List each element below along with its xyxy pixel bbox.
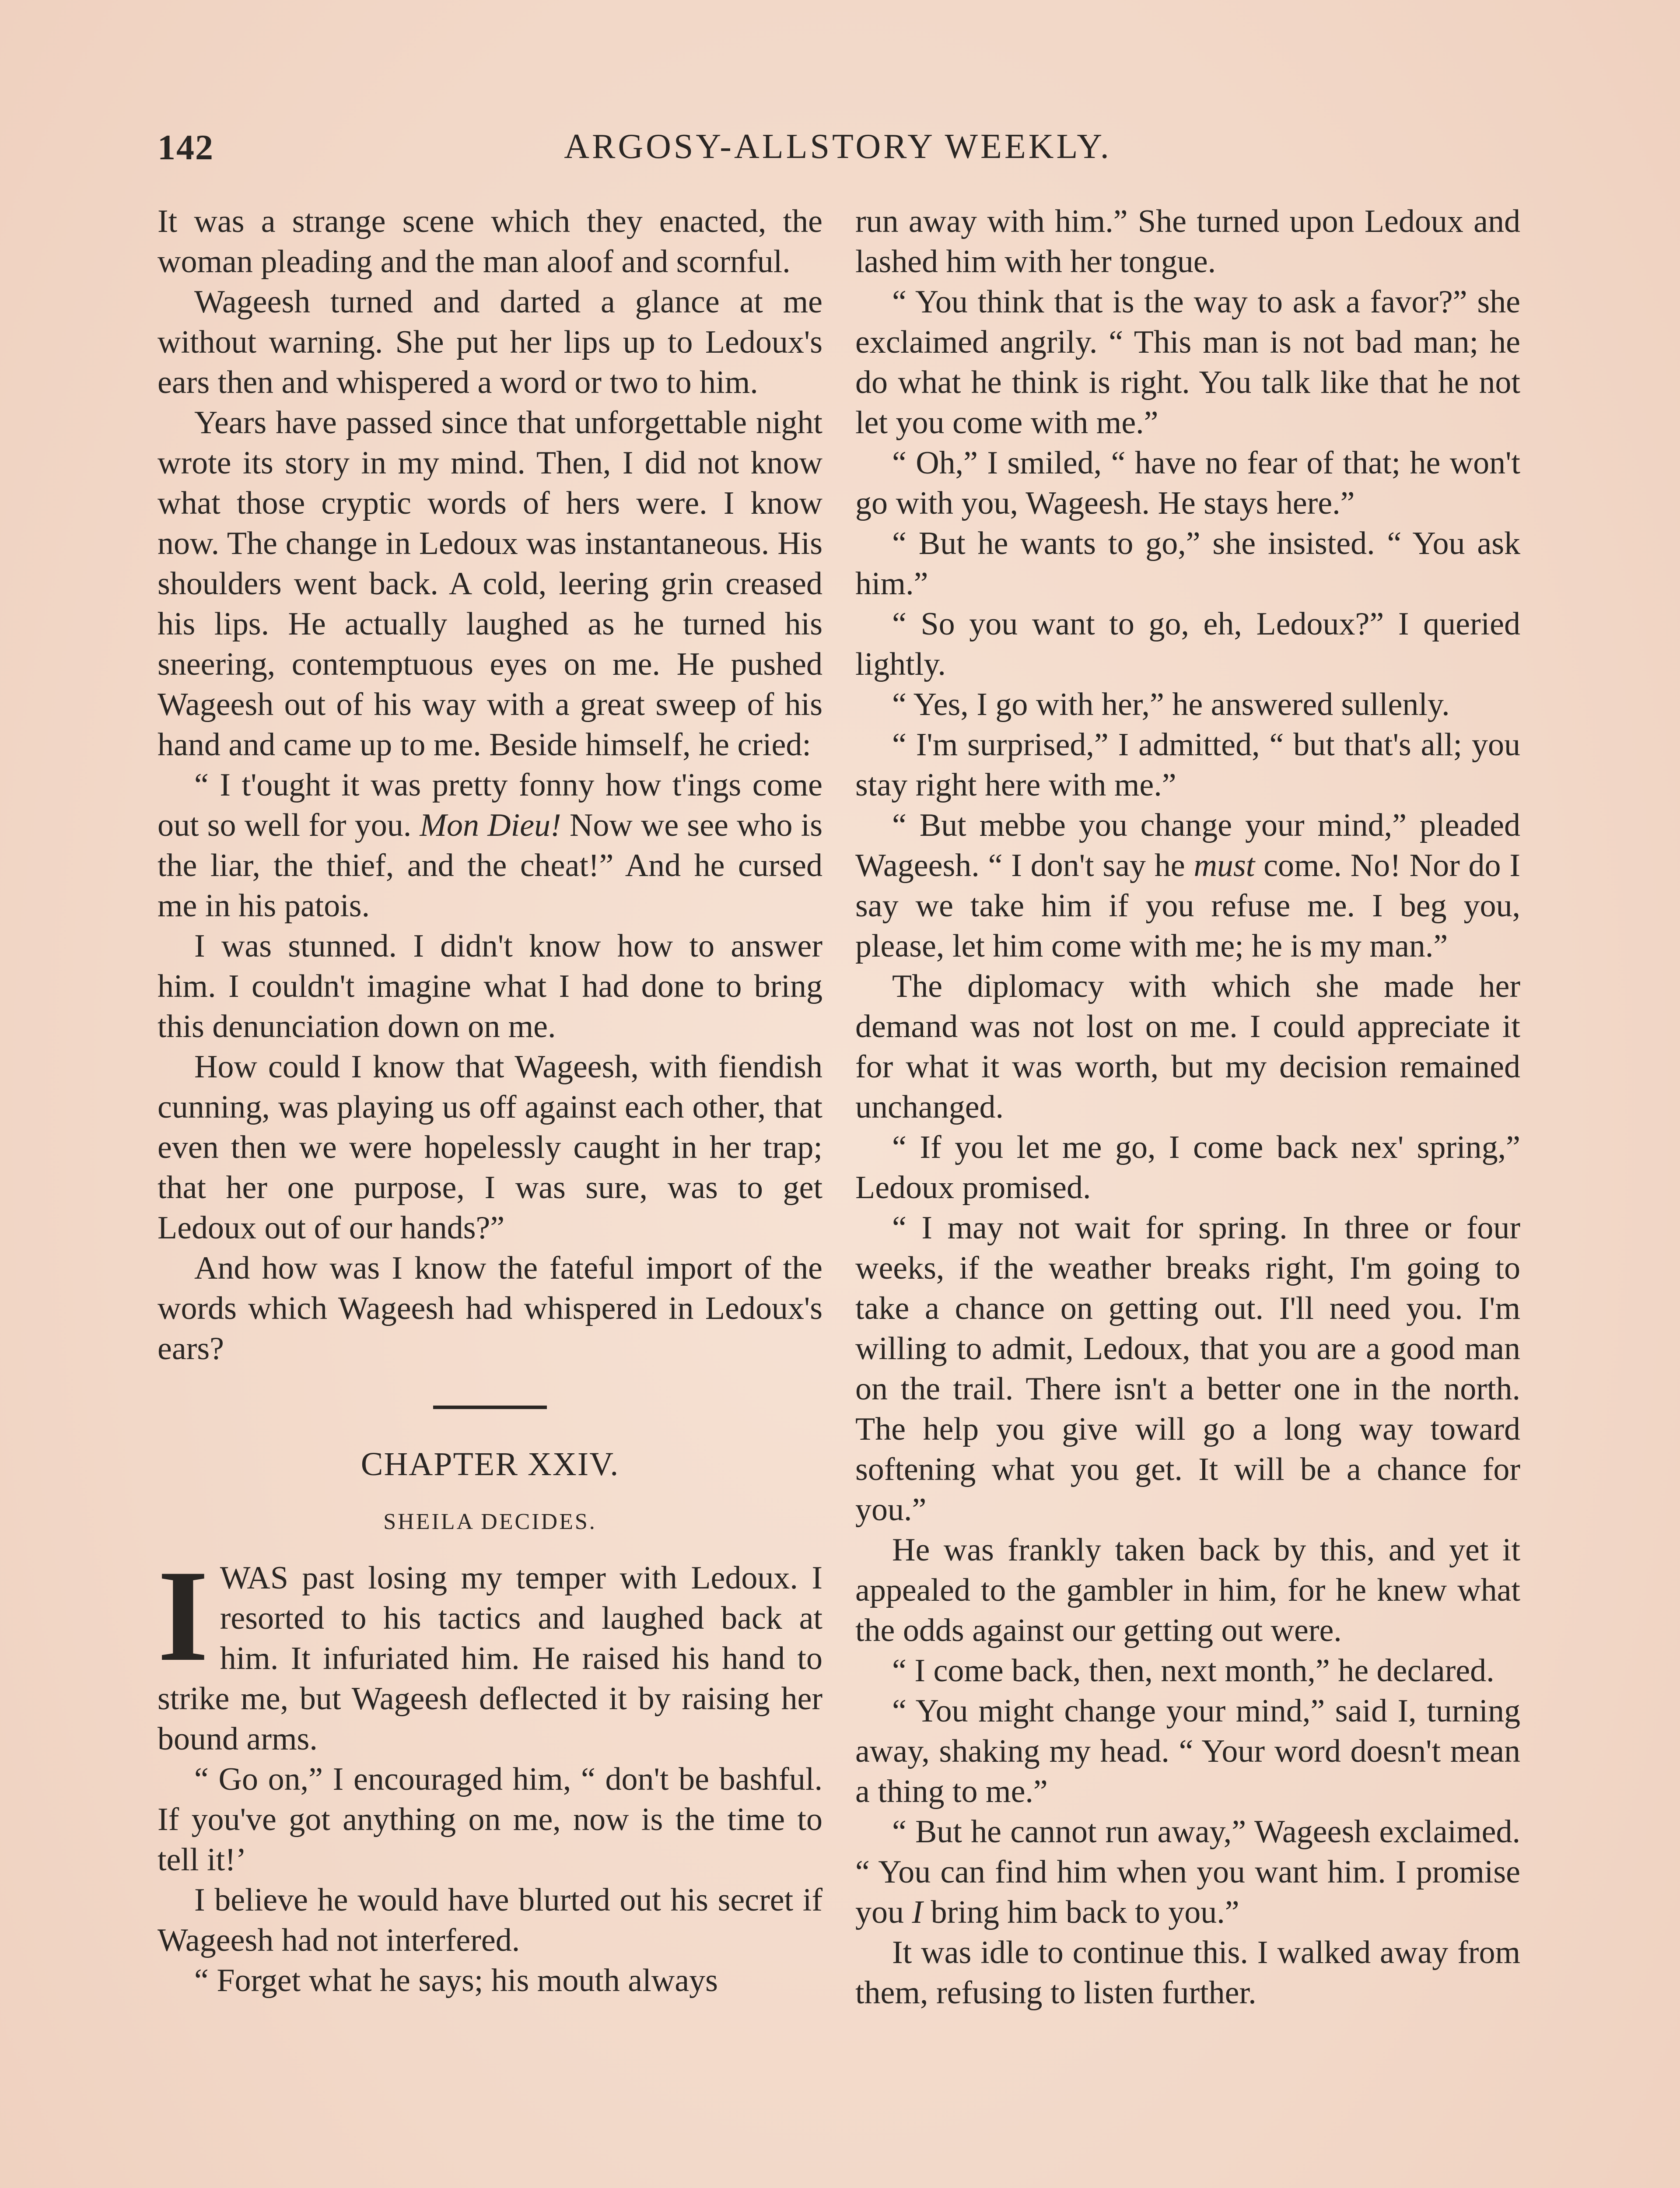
paragraph: It was idle to continue this. I walked away from them, refusing to listen further.	[855, 1935, 1520, 2011]
text-run: “ But mebbe you change your mind,” pleaded Wageesh. “ I don't say he	[855, 807, 1520, 884]
paragraph: The diplomacy with which she made her demand was not lost on me. I could appreciate it for what it was worth, but my decision remained unchanged.	[855, 968, 1520, 1125]
paragraph: “ Oh,” I smiled, “ have no fear of that; he won't go with you, Wageesh. He stays here.”	[855, 445, 1520, 521]
text-run: bring him back to you.”	[923, 1894, 1239, 1930]
paragraph: “ I'm surprised,” I admitted, “ but that's all; you stay right here with me.”	[855, 727, 1520, 803]
chapter-subtitle: SHEILA DECIDES.	[383, 1509, 597, 1534]
paragraph	[855, 805, 1520, 966]
paragraph	[158, 765, 822, 926]
paragraph: How could I know that Wageesh, with fiendish cunning, was playing us off against each other, that even then we were hopelessly caught in her trap; that her one purpose, I was sure, was to get Ledoux out of our hands?”	[158, 1049, 822, 1246]
text-run: Now we see who is the liar, the thief, and the cheat!” And he cursed me in his patois.	[158, 807, 823, 924]
right-column	[855, 201, 1520, 2013]
text-run: come. No! Nor do I say we take him if you refuse me. I beg you, please, let him come with me; he is my man.”	[855, 848, 1520, 964]
paragraph: run away with him.” She turned upon Ledoux and lashed him with her tongue.	[855, 203, 1520, 280]
paragraph: I believe he would have blurted out his secret if Wageesh had not interfered.	[158, 1882, 822, 1958]
paragraph: “ Yes, I go with her,” he answered sullenly.	[892, 687, 1450, 722]
drop-cap: I	[158, 1543, 209, 1688]
page-header	[158, 127, 1518, 179]
italic-text: Mon Dieu!	[420, 807, 561, 843]
paragraph: “ You think that is the way to ask a favor?” she exclaimed angrily. “ This man is not bad man; he do what he think is right. You talk like that he not let you come with me.”	[855, 284, 1520, 441]
paragraph: He was frankly taken back by this, and yet it appealed to the gambler in him, for he knew what the odds against our getting out were.	[855, 1532, 1520, 1648]
paragraph: Years have passed since that unforgettable night wrote its story in my mind. Then, I did not know what those cryptic words of hers were. I know now. The change in Ledoux was instantaneous. His shoulders went back. A cold, leering grin creased his lips. He actually laughed as he turned his sneering, contemptuous eyes on me. He pushed Wageesh out of his way with a great sweep of his hand and came up to me. Beside himself, he cried:	[158, 405, 822, 763]
paragraph: “ I come back, then, next month,” he declared.	[892, 1653, 1494, 1689]
italic-text: must	[1194, 848, 1255, 884]
paragraph: “ If you let me go, I come back nex' spring,” Ledoux promised.	[855, 1129, 1520, 1206]
text-run: “ But he cannot run away,” Wageesh exclaimed. “ You can find him when you want him. I promise you	[855, 1814, 1520, 1930]
paragraph: “ Forget what he says; his mouth always	[194, 1963, 718, 1999]
running-title: ARGOSY-ALLSTORY WEEKLY.	[564, 127, 1112, 166]
paragraph: “ So you want to go, eh, Ledoux?” I queried lightly.	[855, 606, 1520, 682]
left-column	[158, 201, 822, 2001]
paragraph: And how was I know the fateful import of the words which Wageesh had whispered in Ledoux's ears?	[158, 1250, 822, 1367]
text-run: “ I t'ought it was pretty fonny how t'ings come out so well for you.	[158, 767, 822, 843]
paragraph: “ You might change your mind,” said I, turning away, shaking my head. “ Your word doesn't mean a thing to me.”	[855, 1693, 1520, 1809]
paragraph	[855, 1812, 1520, 1932]
text-run: WAS past losing my temper with Ledoux. I resorted to his tactics and laughed back at him. It infuriated him. He raised his hand to strike me, but Wageesh deflected it by raising her bound arms.	[158, 1560, 822, 1757]
chapter-title: CHAPTER XXIV.	[360, 1446, 620, 1483]
page-number: 142	[158, 127, 214, 167]
paragraph	[158, 1543, 822, 1759]
paragraph: “ But he wants to go,” she insisted. “ You ask him.”	[855, 526, 1520, 602]
paragraph: Wageesh turned and darted a glance at me without warning. She put her lips up to Ledoux's ears then and whispered a word or two to him.	[158, 284, 822, 400]
section-divider	[433, 1406, 547, 1409]
paragraph: “ Go on,” I encouraged him, “ don't be bashful. If you've got anything on me, now is the time to tell it!’	[158, 1761, 822, 1878]
paragraph: “ I may not wait for spring. In three or four weeks, if the weather breaks right, I'm going to take a chance on getting out. I'll need you. I'm willing to admit, Ledoux, that you are a good man on the trail. There isn't a better one in the north. The help you give will go a long way toward softening what you get. It will be a chance for you.”	[855, 1210, 1520, 1528]
italic-text: I	[912, 1894, 923, 1930]
paragraph: It was a strange scene which they enacted, the woman pleading and the man aloof and scornful.	[158, 203, 822, 280]
paragraph: I was stunned. I didn't know how to answer him. I couldn't imagine what I had done to bring this denunciation down on me.	[158, 928, 822, 1045]
